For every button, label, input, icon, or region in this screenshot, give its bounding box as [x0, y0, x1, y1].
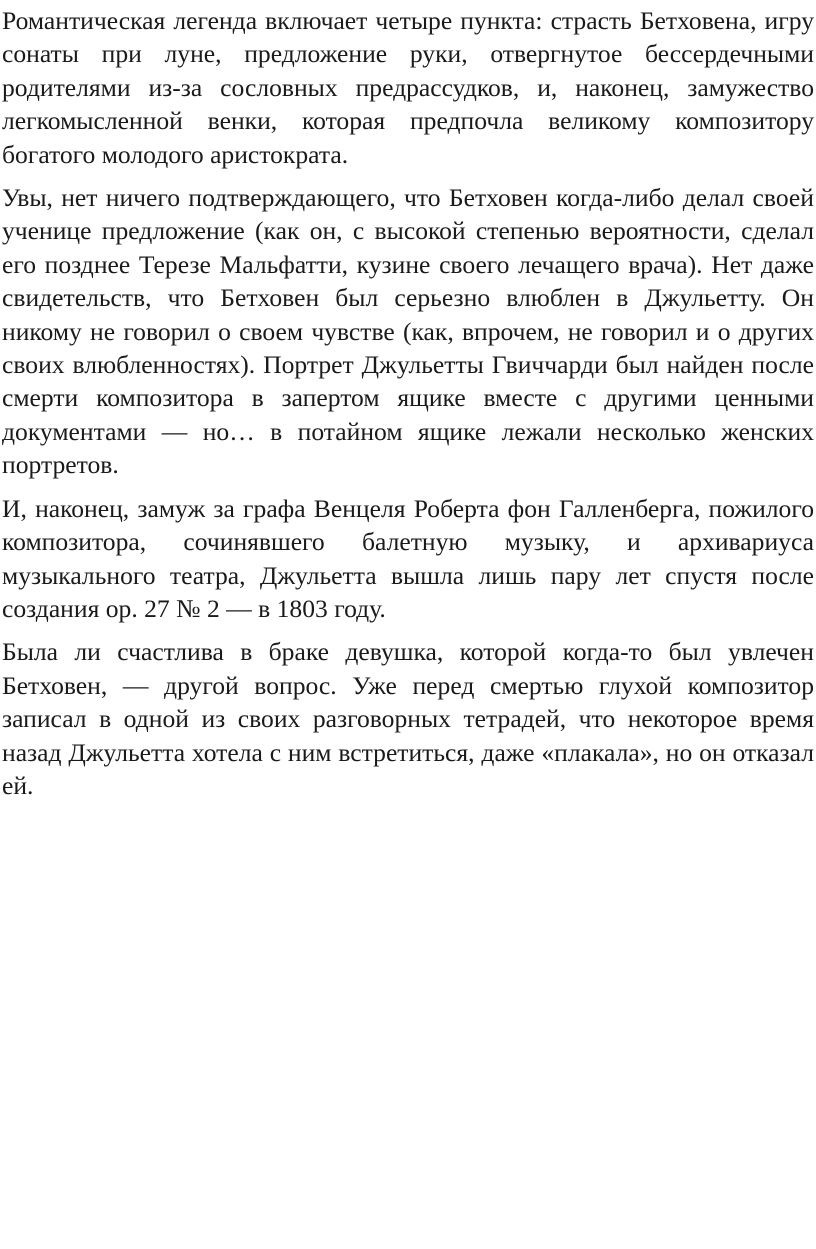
paragraph: Романтическая легенда включает четыре пункта: страсть Бетховена, игру сонаты при луне, предложение руки, отвергнутое бессердечными родителями из-за сословных предрассудков, и, наконец, замужество легкомысленной венки, которая предпочла великому композитору богатого молодого аристократа.	[2, 6, 814, 169]
paragraph: И, наконец, замуж за графа Венцеля Роберта фон Галленберга, пожилого композитора, сочинявшего балетную музыку, и архивариуса музыкального театра, Джульетта вышла лишь пару лет спустя после создания ор. 27 № 2 — в 1803 году.	[2, 493, 814, 623]
paragraph: Увы, нет ничего подтверждающего, что Бетховен когда-либо делал своей ученице предложение (как он, с высокой степенью вероятности, сделал его позднее Терезе Мальфатти, кузине своего лечащего врача). Нет даже свидетельств, что Бетховен был серьезно влюблен в Джульетту. Он никому не говорил о своем чувстве (как, впрочем, не говорил и о других своих влюбленностях). Портрет Джульетты Гвиччарди был найден после смерти композитора в запертом ящике вместе с другими ценными документами — но… в потайном ящике лежали несколько женских портретов.	[2, 183, 814, 480]
paragraph: Была ли счастлива в браке девушка, которой когда-то был увлечен Бетховен, — другой вопрос. Уже перед смертью глухой композитор записал в одной из своих разговорных тетрадей, что некоторое время назад Джульетта хотела с ним встретиться, даже «плакала», но он отказал ей.	[2, 637, 814, 800]
document-body	[2, 4, 814, 802]
